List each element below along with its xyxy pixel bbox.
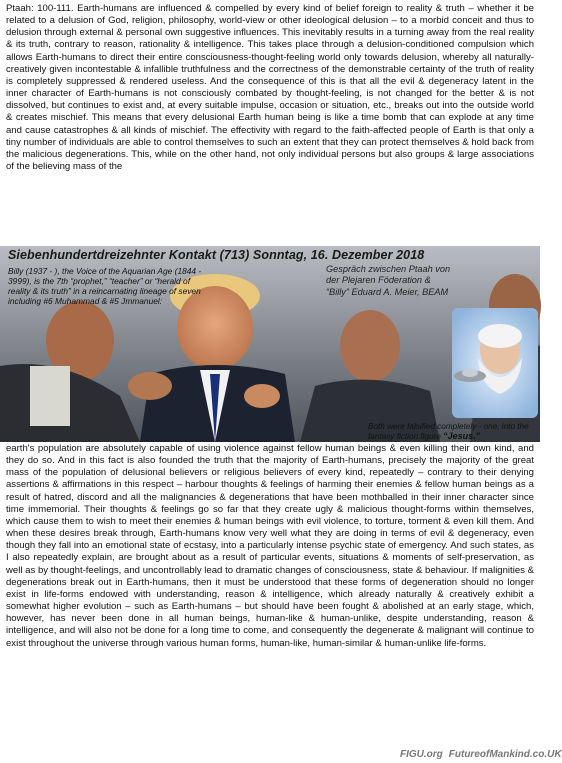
footer-site-fom[interactable]: FutureofMankind.co.UK [448, 749, 562, 760]
caption-billy: Billy (1937 - ), the Voice of the Aquarian Age (1844 - 3999), is the 7th “prophet,” “teacher” or “herald of reality & its truth” in a reincarnating lineage of seven including #6 Muhammad & #5 Jmmanuel: [8, 266, 202, 306]
caption-falsified [368, 422, 538, 441]
body-paragraph-bottom: earth's population are absolutely capable of using violence against fellow human beings & even killing their own kind, and they do so. And in this fact is also founded the truth that the majority of Earth-humans, precisely the majority of the great mass of the population of delusional believers or religious believers of every kind, repeatedly – contrary to their denying assertions & affirmations in this respect – harbour thoughts & feelings of harming their enemies & fellow human beings as a result of hatred, discord and all the malignancies & degenerations that have been mothballed in their inner character since time immemorial. Their thoughts & feelings go so far that they create ugly & malicious thought-forms within themselves, which cause them to wish to meet their enemies & human beings with evil violence, to torture, torment & even kill them. And when these desires break through, Earth-humans know very well what they are doing in terms of evil & degeneracy, even though they fall into an emotional state of ecstasy, into a particularly intense psychic state of emergency. And such states, as I also repeatedly explain, are brought about as a result of particular events, situations & moments of self-preservation, as well as by thought-feelings, and uncontrollably lead to dramatic changes of consciousness, state & behaviour. If malignities & degenerations break out in Earth-humans, then it must be understood that these forms of degeneration should no longer exist in life-forms endowed with understanding, reason & intelligence, which already naturally & creatively exhibit a somewhat higher evolution – such as Earth-humans – but should have been fought & abolished at an early stage, which, however, has never been done in all human beings, human-like & human-unlike, despite understanding, reason & intelligence, and will also not be done for a long time to come, and consequently the degenerate & malignant will continue to exist throughout the universe through various human forms, human-like, human-similar & human-unlike life-forms. [6, 443, 534, 649]
contact-header: Siebenhundertdreizehnter Kontakt (713) Sonntag, 16. Dezember 2018 [8, 248, 425, 262]
footer-site-figu[interactable]: FIGU.org [400, 749, 443, 760]
caption-falsified-name: “Jesus.” [443, 430, 481, 441]
caption-falsified-text: Both were falsified completely - one, into the fantasy fiction figure [368, 422, 529, 441]
footer-credits [400, 749, 562, 760]
caption-conversation: Gespräch zwischen Ptaah von der Plejaren Föderation & “Billy” Eduard A. Meier, BEAM [326, 264, 451, 297]
body-paragraph-top: Ptaah: 100-111. Earth-humans are influenced & compelled by every kind of belief foreign to reality & truth – whether it be related to a delusion of God, religion, philosophy, world-view or other ideological delusion – to a morbid conceit and thus to delusion through external & personal own suggestive influences. This inevitably results in a turning away from the real reality & its truth, contrary to reason, rationality & intelligence. This takes place through a delusion-conditioned compulsion which allows Earth-humans to direct their entire consciousness-thought-feeling world only towards delusion, whereby all naturally-creatively given incontestable & infallible truthfulness and the correctness of the demonstrable certainty of the truth of reality is completely suppressed & rendered useless. And the consequence of this is that all the evil & degeneracy latent in the inner character of Earth-humans is not consciously combated by thought-feeling, is not changed for the better & is not dissolved, but continues to exist and, at every suitable impulse, occasion or situation, etc., breaks out into the outside world & creates mischief. This means that every delusional Earth human being is like a time bomb that can explode at any time and cause catastrophes & all kinds of mischief. The effectivity with regard to the faith-affected people of Earth is that only a tiny number of individuals are able to control themselves to such an extent that they can protect themselves & hold back from the malicious degenerations. This, while on the other hand, not only individual persons but also groups & large associations of the believing mass of the [6, 3, 534, 173]
